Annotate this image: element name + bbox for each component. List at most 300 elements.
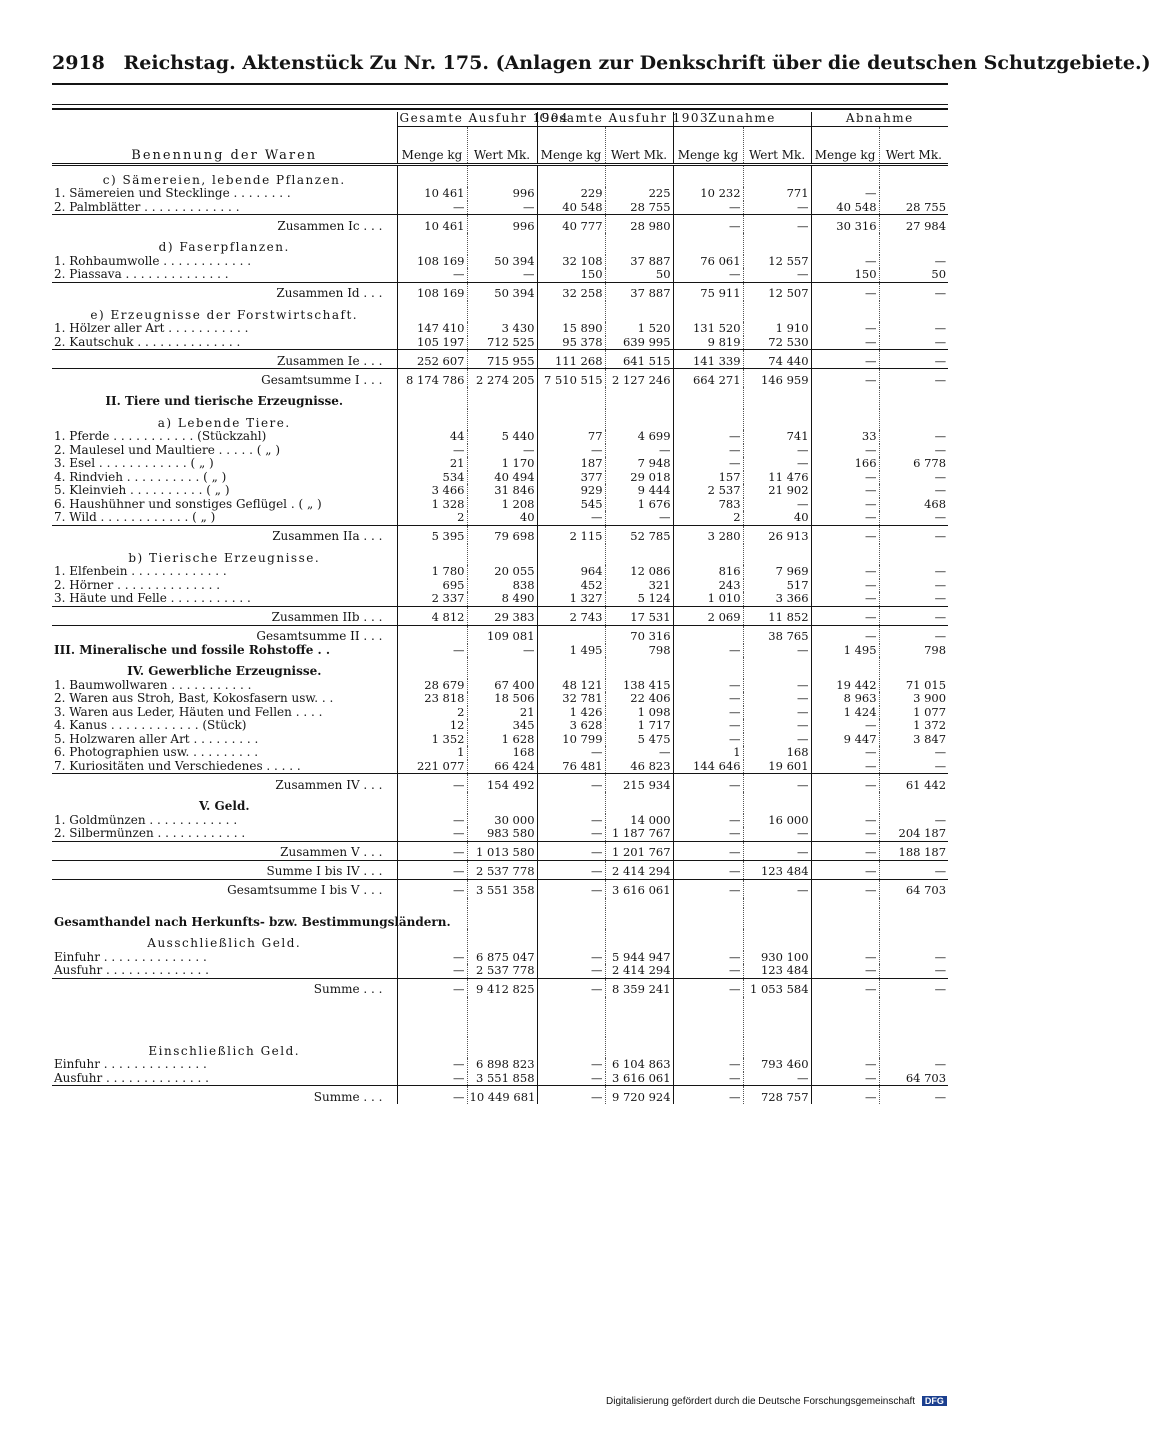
value-cell: 996 [467,187,537,201]
row-label: Ausfuhr . . . . . . . . . . . . . . [54,1070,209,1085]
value-cell: 154 492 [467,774,537,793]
value-cell: — [811,498,879,512]
value-cell [467,898,537,908]
value-cell: — [811,579,879,593]
value-cell: 28 755 [879,201,948,215]
value-cell: 71 015 [879,679,948,693]
table-row [52,1072,948,1086]
row-label: 7. Kuriositäten und Verschiedenes . . . . . [54,758,301,773]
spacer-cell [52,997,397,1037]
value-cell: 5 475 [605,733,673,747]
value-cell: — [537,746,605,760]
value-cell: 3 366 [743,592,811,606]
table-row [52,951,948,965]
value-cell: 3 551 358 [467,879,537,898]
value-cell: — [811,255,879,269]
value-cell [879,908,948,930]
value-cell: — [673,692,743,706]
value-cell [811,301,879,323]
value-cell [811,792,879,814]
value-cell [879,1037,948,1059]
value-cell: 37 887 [605,282,673,301]
value-cell: — [879,606,948,625]
value-cell: — [811,1086,879,1105]
row-label: IV. Gewerbliche Erzeugnisse. [127,664,322,678]
value-cell: — [537,444,605,458]
value-cell [397,792,467,814]
value-cell: 1 077 [879,706,948,720]
value-cell: 64 703 [879,879,948,898]
value-cell [537,233,605,255]
value-cell [467,409,537,431]
value-cell: 20 055 [467,565,537,579]
value-cell: 11 852 [743,606,811,625]
value-cell: — [811,592,879,606]
value-cell [537,657,605,679]
value-cell: — [879,978,948,997]
value-cell [467,657,537,679]
value-cell: 32 781 [537,692,605,706]
table-row [52,322,948,336]
total-row [52,369,948,388]
row-label: 2. Piassava . . . . . . . . . . . . . . [54,267,229,281]
total-row [52,350,948,369]
value-cell [673,657,743,679]
table-row [52,644,948,658]
value-cell: 1 098 [605,706,673,720]
row-label: Summe . . . [52,978,397,997]
value-cell: 229 [537,187,605,201]
value-cell: 23 818 [397,692,467,706]
value-cell: 12 086 [605,565,673,579]
value-cell: 2 337 [397,592,467,606]
value-cell [537,929,605,951]
value-cell: — [537,1086,605,1105]
value-cell: 40 [743,511,811,525]
row-label: III. Mineralische und fossile Rohstoffe . . [54,642,331,657]
value-cell: — [673,706,743,720]
value-cell: 15 890 [537,322,605,336]
table-body [52,164,948,1104]
value-cell: 1 170 [467,457,537,471]
value-cell: — [537,964,605,978]
value-cell: — [397,201,467,215]
value-cell: 712 525 [467,336,537,350]
value-cell: — [879,1058,948,1072]
row-label: d) Faserpflanzen. [158,240,290,254]
value-cell: — [397,978,467,997]
section-heading-row [52,164,948,187]
value-cell: — [811,951,879,965]
value-cell: 9 412 825 [467,978,537,997]
row-label: 2. Silbermünzen . . . . . . . . . . . . [54,826,246,840]
value-cell [879,409,948,431]
value-cell [397,997,467,1037]
value-cell: 741 [743,430,811,444]
value-cell: 3 280 [673,525,743,544]
value-cell [673,233,743,255]
value-cell: 1 424 [811,706,879,720]
table-row [52,444,948,458]
value-cell: 40 777 [537,215,605,234]
row-label: Summe . . . [52,1086,397,1105]
value-cell: 641 515 [605,350,673,369]
value-cell: — [537,1058,605,1072]
value-cell: 109 081 [467,625,537,644]
value-cell: 38 765 [743,625,811,644]
value-cell: 166 [811,457,879,471]
value-cell: — [673,827,743,841]
value-cell [743,657,811,679]
column-menge: Menge kg [397,126,467,164]
value-cell [743,908,811,930]
row-label: c) Sämereien, lebende Pflanzen. [102,172,346,187]
value-cell: 5 944 947 [605,951,673,965]
value-cell: 4 699 [605,430,673,444]
section-heading-row [52,544,948,566]
spacer-row [52,898,948,908]
row-label: a) Lebende Tiere. [157,415,291,430]
value-cell: — [879,964,948,978]
value-cell: 95 378 [537,336,605,350]
table-row [52,430,948,444]
value-cell [605,164,673,187]
value-cell [743,792,811,814]
value-cell: 221 077 [397,760,467,774]
value-cell: — [397,1072,467,1086]
row-label: 4. Rindvieh . . . . . . . . . . ( „ ) [54,469,227,484]
column-wert: Wert Mk. [605,126,673,164]
value-cell: 72 530 [743,336,811,350]
value-cell: — [811,760,879,774]
section-heading-row [52,1037,948,1059]
value-cell: — [537,860,605,879]
value-cell: 19 601 [743,760,811,774]
footer-text: Digitalisierung gefördert durch die Deutsche Forschungsgemeinschaft [606,1396,916,1407]
value-cell: 3 900 [879,692,948,706]
table-row [52,565,948,579]
value-cell: 2 274 205 [467,369,537,388]
value-cell: 157 [673,471,743,485]
value-cell: — [673,457,743,471]
value-cell: — [673,679,743,693]
value-cell: — [811,369,879,388]
spacer-cell [52,898,397,908]
row-label: Zusammen IIb . . . [52,606,397,625]
row-label: Gesamtsumme I . . . [52,369,397,388]
value-cell: 108 169 [397,255,467,269]
value-cell: 983 580 [467,827,537,841]
value-cell: 147 410 [397,322,467,336]
value-cell: — [811,525,879,544]
value-cell: 37 887 [605,255,673,269]
value-cell: 40 548 [537,201,605,215]
value-cell: — [743,706,811,720]
value-cell: 7 969 [743,565,811,579]
value-cell: 225 [605,187,673,201]
value-cell [743,164,811,187]
value-cell: 105 197 [397,336,467,350]
value-cell: 1 495 [537,644,605,658]
spacer-row [52,997,948,1037]
value-cell: — [811,444,879,458]
value-cell: 783 [673,498,743,512]
value-cell: 7 948 [605,457,673,471]
value-cell: 10 449 681 [467,1086,537,1105]
row-label: 3. Esel . . . . . . . . . . . . ( „ ) [54,456,214,470]
table-row [52,733,948,747]
column-group-1904: Gesamte Ausfuhr 1904 [397,112,537,126]
value-cell: 50 [605,268,673,282]
value-cell: 2 [397,511,467,525]
value-cell: — [879,592,948,606]
table-row [52,336,948,350]
value-cell [673,929,743,951]
value-cell [397,657,467,679]
value-cell: 798 [879,644,948,658]
value-cell: 3 616 061 [605,1072,673,1086]
value-cell [467,997,537,1037]
value-cell: — [811,814,879,828]
value-cell: 48 121 [537,679,605,693]
column-menge: Menge kg [811,126,879,164]
row-label: 2. Waren aus Stroh, Bast, Kokosfasern usw. . . [54,691,334,705]
value-cell [811,233,879,255]
value-cell: 1 372 [879,719,948,733]
table-row [52,498,948,512]
value-cell: — [811,841,879,860]
value-cell: 11 476 [743,471,811,485]
value-cell: 32 108 [537,255,605,269]
value-cell: — [537,774,605,793]
value-cell: 3 430 [467,322,537,336]
value-cell: 9 444 [605,484,673,498]
row-label: 5. Holzwaren aller Art . . . . . . . . . [54,731,259,746]
section-heading-row [52,301,948,323]
value-cell: — [879,444,948,458]
value-cell: 12 [397,719,467,733]
row-label: II. Tiere und tierische Erzeugnisse. [105,394,344,408]
value-cell: 1 717 [605,719,673,733]
value-cell [605,409,673,431]
value-cell: — [673,841,743,860]
value-cell [605,997,673,1037]
value-cell [879,657,948,679]
column-wert: Wert Mk. [467,126,537,164]
value-cell: — [879,350,948,369]
value-cell: — [879,579,948,593]
value-cell [811,409,879,431]
value-cell: 108 169 [397,282,467,301]
value-cell: 40 494 [467,471,537,485]
value-cell: 12 557 [743,255,811,269]
table-row [52,1058,948,1072]
total-row [52,525,948,544]
value-cell: — [811,282,879,301]
value-cell: — [743,733,811,747]
row-label: 1. Rohbaumwolle . . . . . . . . . . . . [54,253,252,268]
value-cell [673,898,743,908]
value-cell: 2 537 [673,484,743,498]
value-cell: — [879,814,948,828]
value-cell: 5 440 [467,430,537,444]
value-cell: 111 268 [537,350,605,369]
value-cell: 2 743 [537,606,605,625]
value-cell: 31 846 [467,484,537,498]
value-cell: — [879,760,948,774]
row-label: 6. Photographien usw. . . . . . . . . . [54,745,259,759]
value-cell: — [879,369,948,388]
value-cell: — [879,336,948,350]
value-cell: — [743,692,811,706]
value-cell: 32 258 [537,282,605,301]
value-cell [397,301,467,323]
value-cell [537,409,605,431]
total-row [52,860,948,879]
value-cell: 40 548 [811,201,879,215]
value-cell: — [743,1072,811,1086]
value-cell: — [743,879,811,898]
table-row [52,471,948,485]
column-wert: Wert Mk. [879,126,948,164]
value-cell: 215 934 [605,774,673,793]
value-cell [879,187,948,201]
value-cell: — [811,1058,879,1072]
value-cell [811,544,879,566]
value-cell: — [811,511,879,525]
value-cell: — [673,268,743,282]
value-cell: — [537,511,605,525]
value-cell: — [673,774,743,793]
table-row [52,579,948,593]
table-row [52,746,948,760]
value-cell: 452 [537,579,605,593]
value-cell: 1 327 [537,592,605,606]
value-cell: — [673,201,743,215]
value-cell: — [397,827,467,841]
value-cell: 5 124 [605,592,673,606]
value-cell [605,908,673,930]
value-cell [537,544,605,566]
value-cell: — [879,430,948,444]
value-cell: — [673,644,743,658]
value-cell [811,908,879,930]
section-heading-row [52,908,948,930]
row-label: 2. Maulesel und Maultiere . . . . . ( „ ) [54,442,281,457]
value-cell [605,792,673,814]
value-cell: — [397,814,467,828]
value-cell: — [879,484,948,498]
value-cell: — [811,350,879,369]
value-cell: 29 383 [467,606,537,625]
value-cell [743,898,811,908]
value-cell: — [879,255,948,269]
value-cell [879,301,948,323]
value-cell [673,387,743,409]
table-row [52,255,948,269]
value-cell: 2 [673,511,743,525]
value-cell: 61 442 [879,774,948,793]
row-label: Zusammen V . . . [52,841,397,860]
footer [606,1396,947,1407]
value-cell: — [397,951,467,965]
value-cell: — [879,471,948,485]
value-cell: 10 461 [397,215,467,234]
section-heading-row [52,387,948,409]
value-cell [397,409,467,431]
value-cell: 76 061 [673,255,743,269]
value-cell [467,233,537,255]
value-cell [537,898,605,908]
value-cell: — [673,733,743,747]
value-cell: — [811,860,879,879]
value-cell: — [743,215,811,234]
value-cell: — [673,951,743,965]
value-cell: 14 000 [605,814,673,828]
value-cell [879,233,948,255]
value-cell: 345 [467,719,537,733]
row-label: 1. Sämereien und Stecklinge . . . . . . . . [54,186,291,200]
value-cell: — [811,978,879,997]
value-cell: 44 [397,430,467,444]
value-cell [811,997,879,1037]
value-cell: — [397,644,467,658]
value-cell: 9 447 [811,733,879,747]
value-cell [673,301,743,323]
value-cell: 1 780 [397,565,467,579]
value-cell [397,1037,467,1059]
value-cell: 30 316 [811,215,879,234]
value-cell [879,544,948,566]
value-cell [879,997,948,1037]
total-row [52,1086,948,1105]
table-row [52,457,948,471]
value-cell: 996 [467,215,537,234]
value-cell: — [537,814,605,828]
value-cell: — [537,841,605,860]
value-cell: — [397,964,467,978]
value-cell [879,164,948,187]
value-cell: 16 000 [743,814,811,828]
value-cell [537,997,605,1037]
section-heading-row [52,657,948,679]
value-cell: 21 [397,457,467,471]
value-cell [811,657,879,679]
value-cell [811,164,879,187]
value-cell: 10 461 [397,187,467,201]
value-cell [537,164,605,187]
value-cell [743,233,811,255]
value-cell: 27 984 [879,215,948,234]
value-cell: 695 [397,579,467,593]
row-label: 6. Haushühner und sonstiges Geflügel . ( „ ) [54,496,322,511]
value-cell: — [811,746,879,760]
value-cell: — [673,978,743,997]
value-cell: — [743,644,811,658]
value-cell [743,1037,811,1059]
value-cell [879,929,948,951]
value-cell [537,625,605,644]
value-cell: — [743,841,811,860]
value-cell: — [673,430,743,444]
export-table [52,112,948,1104]
value-cell: — [879,525,948,544]
value-cell: — [673,1086,743,1105]
column-group-zunahme: Zunahme [673,112,811,126]
table-row [52,964,948,978]
value-cell: 40 [467,511,537,525]
value-cell [467,301,537,323]
